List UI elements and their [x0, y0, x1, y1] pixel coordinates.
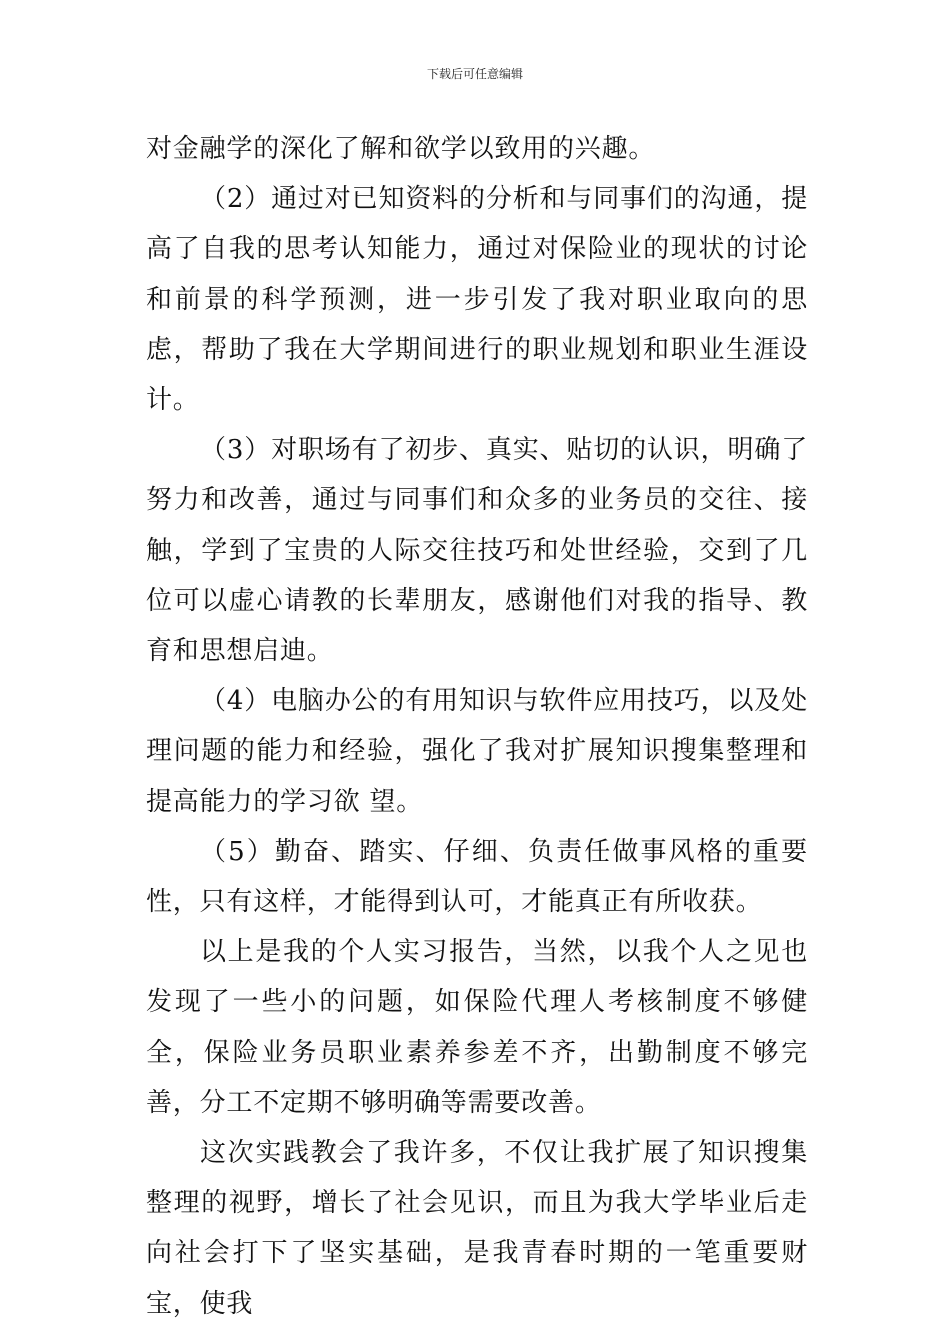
- paragraph-continuation: 对金融学的深化了解和欲学以致用的兴趣。: [146, 134, 656, 164]
- paragraph-summary: 以上是我的个人实习报告，当然，以我个人之见也发现了一些小的问题，如保险代理人考核制度不够健全，保险业务员职业素养参差不齐，出勤制度不够完善，分工不定期不够明确等需要改善。: [146, 937, 808, 1118]
- document-body: [146, 124, 808, 1329]
- paragraph-item-5: （5）勤奋、踏实、仔细、负责任做事风格的重要性，只有这样，才能得到认可，才能真正有所收获。: [146, 836, 808, 918]
- paragraph-item-4: （4）电脑办公的有用知识与软件应用技巧，以及处理问题的能力和经验，强化了我对扩展知识搜集整理和提高能力的学习欲 望。: [146, 686, 808, 817]
- paragraph-conclusion: 这次实践教会了我许多，不仅让我扩展了知识搜集整理的视野，增长了社会见识，而且为我大学毕业后走向社会打下了坚实基础，是我青春时期的一笔重要财宝，使我: [146, 1138, 808, 1319]
- paragraph-item-3: （3）对职场有了初步、真实、贴切的认识，明确了努力和改善，通过与同事们和众多的业务员的交往、接触，学到了宝贵的人际交往技巧和处世经验，交到了几位可以虚心请教的长辈朋友，感谢他们对我的指导、教育和思想启迪。: [146, 435, 808, 667]
- page-header: 下载后可任意编辑: [426, 67, 523, 81]
- paragraph-item-2: （2）通过对已知资料的分析和与同事们的沟通，提高了自我的思考认知能力，通过对保险业的现状的讨论和前景的科学预测，进一步引发了我对职业取向的思虑，帮助了我在大学期间进行的职业规划和职业生涯设计。: [146, 184, 808, 416]
